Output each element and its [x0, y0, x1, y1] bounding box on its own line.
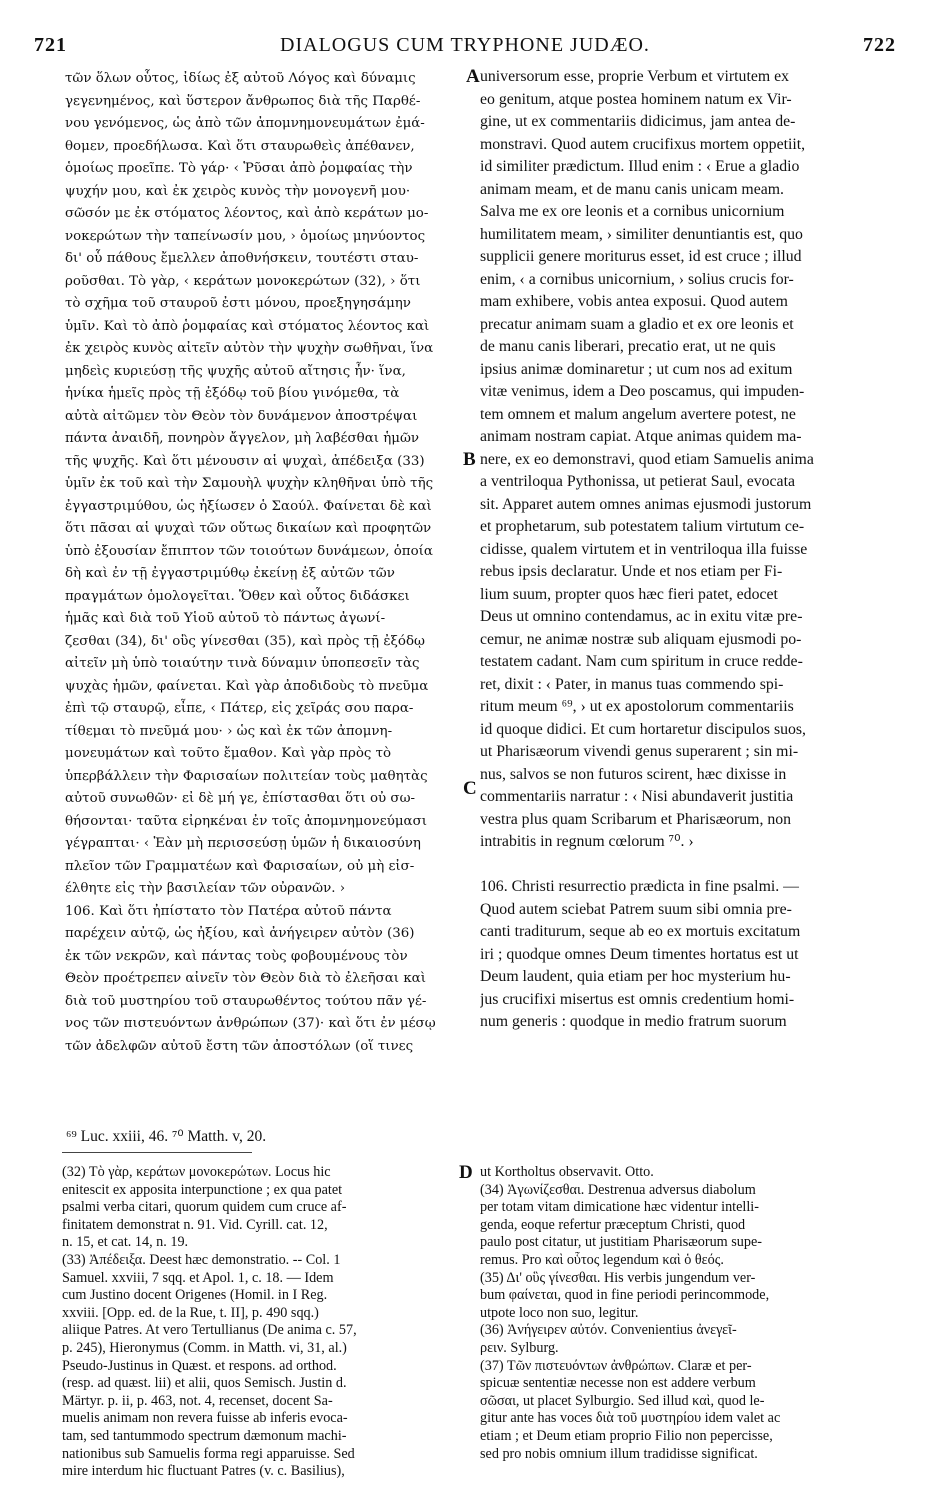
latin-text-line: ipsius animæ dominaretur ; ut cum nos ad exitum: [480, 360, 793, 378]
greek-text-line: διὰ τοῦ μυστηρίου τοῦ σταυρωθέντος τούτου πᾶν γέ-: [65, 993, 427, 1009]
note-line: (37) Τῶν πιστευόντων ἀνθρώπων. Claræ et per-: [480, 1357, 752, 1374]
note-line: Märtyr. p. ii, p. 463, not. 4, recenset, docent Sa-: [62, 1392, 333, 1409]
latin-text-line: Quod autem sciebat Patrem suum sibi omnia pre-: [480, 900, 792, 918]
greek-text-line: θομεν, προεδήλωσα. Καὶ ὅτι σταυρωθεὶς ἀπέθανεν,: [65, 138, 415, 154]
greek-text-line: έλθητε εἰς τὴν βασιλείαν τῶν οὐρανῶν. ›: [65, 881, 346, 896]
note-line: Samuel. xxviii, 7 sqq. et Apol. 1, c. 18. — Idem: [62, 1269, 334, 1286]
note-line: bum φαίνεται, quod in fine periodi perincommode,: [480, 1287, 770, 1304]
greek-text-line: ψυχὰς ἡμῶν, φαίνεται. Καὶ γὰρ ἀποδιδοὺς τὸ πνεῦμα: [65, 678, 429, 694]
margin-marker-b: B: [463, 449, 476, 470]
note-line: ρειν. Sylburg.: [480, 1339, 559, 1356]
greek-text-line: μηδεὶς κυριεύσῃ τῆς ψυχῆς αὐτοῦ αἴτησις ἦν· ἵνα,: [65, 363, 406, 379]
latin-text-line: monstravi. Quod autem crucifixus mortem oppetiit,: [480, 135, 806, 153]
latin-text-line: vitæ venimus, idem a Deo poscamus, qui impuden-: [480, 383, 805, 400]
note-line: xxviii. [Opp. ed. de la Rue, t. II], p. 490 sqq.): [62, 1304, 319, 1321]
greek-text-line: τὸ σχῆμα τοῦ σταυροῦ ἐστι μόνου, προεξηγησάμην: [65, 296, 411, 311]
note-line: remus. Pro καὶ οὗτος legendum καὶ ὁ θεός.: [480, 1251, 724, 1268]
latin-text-line: Deum laudent, quia etiam per hoc mysterium hu-: [480, 968, 791, 985]
latin-text-line: commentariis narratur : ‹ Nisi abundaverit justitia: [480, 788, 794, 805]
greek-text-line: ὑπερβάλλειν τὴν Φαρισαίων πολιτείαν τοὺς μαθητὰς: [65, 768, 428, 784]
greek-text-line: 106. Καὶ ὅτι ἠπίστατο τὸν Πατέρα αὐτοῦ πάντα: [65, 903, 392, 919]
note-line: genda, eoque refertur præceptum Christi, quod: [480, 1216, 746, 1233]
latin-text-line: 106. Christi resurrectio prædicta in fine psalmi. —: [480, 878, 799, 895]
note-line: aliique Patres. At vero Tertullianus (De anima c. 57,: [62, 1322, 357, 1339]
latin-text-line: Salva me ex ore leonis et a cornibus unicornium: [480, 203, 785, 220]
greek-text-line: πάντα ἀναιδῆ, πονηρὸν ἄγγελον, μὴ λαβέσθαι ἡμῶν: [65, 431, 420, 446]
margin-marker-c: C: [463, 778, 477, 799]
latin-text-line: lium suum, propter quos hæc fieri patet, edocet: [480, 585, 778, 603]
greek-text-line: πλεῖον τῶν Γραμματέων καὶ Φαρισαίων, οὐ μὴ εἰσ-: [65, 858, 415, 874]
greek-text-line: ὑπὸ ἐξουσίαν ἔπιπτον τῶν τοιούτων δυνάμεων, ὁποία: [65, 543, 433, 559]
latin-text-line: intrabitis in regnum cœlorum ⁷⁰. ›: [480, 833, 694, 850]
note-line: tam, sed tantummodo spectrum dæmonum machi-: [62, 1427, 347, 1444]
note-line: spicuæ sententiæ necesse non est addere verbum: [480, 1375, 756, 1392]
latin-text-line: a ventriloqua Pythonissa, ut petierat Saul, evocata: [480, 473, 795, 490]
latin-text-line: cemur, ne animæ nostræ sub aliquam ejusmodi po-: [480, 630, 802, 648]
greek-text-line: μονευμάτων καὶ τοῦτο ἔμαθον. Καὶ γὰρ πρὸς τὸ: [65, 746, 392, 761]
greek-text-line: αὐτοῦ συνωθῶν· εἰ δὲ μή γε, ἐπίστασθαι ὅτι οὐ σω-: [65, 791, 416, 806]
note-line: cum Justino docent Origenes (Homil. in I Reg.: [62, 1287, 328, 1304]
greek-text-line: ὁμοίως προεῖπε. Τὸ γάρ· ‹ Ῥῦσαι ἀπὸ ῥομφαίας τὴν: [65, 161, 413, 176]
greek-text-line: ζεσθαι (34), δι' οὓς γίνεσθαι (35), καὶ πρὸς τῇ ἐξόδῳ: [65, 633, 425, 649]
note-line: enitescit ex apposita interpunctione ; ex qua patet: [62, 1181, 343, 1198]
greek-text-line: αὐτὰ αἰτῶμεν τὸν Θεὸν τὸν δυνάμενον ἀποστρέψαι: [65, 408, 418, 424]
greek-text-line: πραγμάτων ὁμολογεῖται. Ὅθεν καὶ οὗτος διδάσκει: [65, 588, 410, 604]
note-line: σῶσαι, ut placet Sylburgio. Sed illud καὶ, quod le-: [480, 1392, 765, 1409]
latin-text-line: animam meam, et de manu canis unicam meam.: [480, 180, 784, 198]
latin-text-line: id similiter prædictum. Illud enim : ‹ Erue a gladio: [480, 158, 800, 175]
latin-text-line: nus, salvos se non futuros scirent, hæc dixisse in: [480, 765, 787, 783]
latin-text-line: nere, ex eo demonstravi, quod etiam Samuelis anima: [480, 450, 814, 468]
latin-text-line: animam nostram capiat. Atque animas quidem ma-: [480, 428, 802, 445]
page-header: [34, 34, 896, 64]
page-number-left: 721: [34, 34, 67, 56]
greek-text-line: ὑμῖν ἐκ τοῦ καὶ τὴν Σαμουὴλ ψυχὴν κληθῆναι ὑπὸ τῆς: [65, 476, 434, 491]
greek-text-line: τῆς ψυχῆς. Καὶ ὅτι μένουσιν αἱ ψυχαὶ, ἀπέδειξα (33): [65, 453, 425, 469]
greek-text-line: ψυχήν μου, καὶ ἐκ χειρὸς κυνὸς τὴν μονογενῆ μου·: [65, 183, 411, 199]
margin-marker-d: D: [459, 1162, 473, 1183]
greek-text-line: δι' οὗ πάθους ἔμελλεν ἀποθνήσκειν, τουτέστι σταυ-: [65, 251, 419, 266]
latin-text-line: iri ; quodque omnes Deum timentes hortatus est ut: [480, 945, 799, 963]
note-line: sed pro nobis omnium illum tradidisse significat.: [480, 1445, 758, 1462]
latin-text-line: cidisse, qualem virtutem et in ventriloqua illa fuisse: [480, 540, 808, 558]
latin-text-column: [480, 66, 892, 1034]
greek-text-line: θήσονται· ταῦτα εἰρηκέναι ἐν τοῖς ἀπομνημονεύμασι: [65, 813, 427, 829]
scripture-footnotes: ⁶⁹ Luc. xxiii, 46. ⁷⁰ Matth. v, 20.: [66, 1128, 267, 1145]
greek-text-line: ροῦσθαι. Τὸ γὰρ, ‹ κεράτων μονοκερώτων (32), › ὅτι: [65, 273, 421, 289]
note-line: finitatem demonstrat n. 91. Vid. Cyrill. cat. 12,: [62, 1216, 328, 1233]
greek-text-line: δὴ καὶ ἐν τῇ ἐγγαστριμύθῳ ἐκείνῃ ἐξ αὐτῶν τῶν: [65, 566, 395, 581]
note-line: paulo post citatur, ut justitiam Pharisæorum supe-: [480, 1234, 762, 1251]
greek-text-line: ἐπὶ τῷ σταυρῷ, εἶπε, ‹ Πάτερ, εἰς χεῖράς σου παρα-: [65, 701, 414, 716]
margin-marker-a: A: [466, 66, 480, 87]
greek-text-line: ἐκ τῶν νεκρῶν, καὶ πάντας τοὺς φοβουμένους τὸν: [65, 948, 408, 964]
latin-text-line: ret, dixit : ‹ Pater, in manus tuas commendo spi-: [480, 675, 784, 693]
latin-text-line: vestra plus quam Scribarum et Pharisæorum, non: [480, 810, 792, 828]
greek-text-line: Θεὸν προέτρεπεν αἰνεῖν τὸν Θεὸν διὰ τὸ ἐλεῆσαι καὶ: [65, 971, 426, 986]
note-line: (36) Ἀνήγειρεν αὐτόν. Convenientius ἀνεγεῖ-: [480, 1322, 737, 1339]
greek-text-column: [65, 68, 461, 1058]
greek-text-line: τίθεμαι τὸ πνεῦμά μου· › ὡς καὶ ἐκ τῶν ἀπομνη-: [65, 723, 393, 739]
note-line: n. 15, et cat. 14, n. 19.: [62, 1234, 189, 1251]
latin-text-line: num generis : quodque in medio fratrum suorum: [480, 1013, 787, 1030]
latin-text-line: canti traditurum, seque ab eo ex mortuis excitatum: [480, 923, 801, 940]
note-line: nationibus sub Samuelis forma regi apparuisse. Sed: [62, 1445, 355, 1462]
note-line: mire interdum hic fluctuant Patres (v. c. Basilius),: [62, 1463, 345, 1480]
note-line: per totam vitam dimicatione hæc videntur intelli-: [480, 1199, 759, 1216]
note-line: utpote loco non suo, legitur.: [480, 1304, 639, 1321]
latin-text-line: de manu canis liberari, precatio erat, ut ne quis: [480, 338, 776, 355]
latin-text-line: precatur animam suam a gladio et ex ore leonis et: [480, 315, 794, 333]
greek-text-line: τῶν ὅλων οὗτος, ἰδίως ἐξ αὐτοῦ Λόγος καὶ δύναμις: [65, 71, 416, 86]
greek-text-line: γεγενημένος, καὶ ὕστερον ἄνθρωπος διὰ τῆς Παρθέ-: [65, 93, 421, 109]
greek-text-line: ὅτι πᾶσαι αἱ ψυχαὶ τῶν οὕτως δικαίων καὶ προφητῶν: [65, 521, 432, 536]
note-line: Pseudo-Justinus in Quæst. et respons. ad orthod.: [62, 1357, 337, 1374]
latin-text-line: supplicii genere moriturus esset, id est cruce ; illud: [480, 248, 802, 265]
note-line: (resp. ad quæst. lii) et alii, quos Semisch. Justin d.: [62, 1375, 347, 1392]
greek-text-line: ἡμᾶς καὶ διὰ τοῦ Υἱοῦ αὐτοῦ τὸ πάντως ἀγωνί-: [65, 611, 386, 626]
note-line: gitur ante has voces διὰ τοῦ μυστηρίου idem valet ac: [480, 1410, 781, 1427]
latin-text-line: eo genitum, atque postea hominem natum ex Vir-: [480, 90, 792, 108]
latin-text-line: jus crucifixi misertus est omnis credentium homi-: [480, 990, 795, 1008]
running-title: DIALOGUS CUM TRYPHONE JUDÆO.: [280, 34, 650, 56]
greek-text-line: παρέχειν αὐτῷ, ὡς ἠξίου, καὶ ἀνήγειρεν αὐτὸν (36): [65, 926, 415, 941]
note-line: etiam ; et Deum etiam proprio Filio non pepercisse,: [480, 1427, 773, 1444]
greek-text-line: ὑμῖν. Καὶ τὸ ἀπὸ ῥομφαίας καὶ στόματος λέοντος καὶ: [65, 318, 430, 334]
greek-text-line: τῶν ἀδελφῶν αὐτοῦ ἔστη τῶν ἀποστόλων (οἵ τινες: [65, 1038, 414, 1054]
latin-text-line: testatem cadant. Nam cum spiritum in cruce redde-: [480, 653, 803, 670]
greek-text-line: αἰτεῖν μὴ ὑπὸ τοιαύτην τινὰ δύναμιν ὑποπεσεῖν τὰς: [65, 656, 420, 671]
latin-text-line: ritum meum ⁶⁹, › ut ex apostolorum commentariis: [480, 698, 794, 715]
note-line: muelis animam non revera fuisse ab inferis evoca-: [62, 1410, 348, 1427]
latin-text-line: universorum esse, proprie Verbum et virtutem ex: [480, 68, 789, 85]
page-number-right: 722: [863, 34, 896, 56]
latin-text-line: mam exhibere, vobis antea exposui. Quod autem: [480, 293, 788, 310]
greek-text-line: ἐγγαστριμύθου, ὡς ἠξίωσεν ὁ Σαούλ. Φαίνεται δὲ καὶ: [65, 498, 432, 514]
latin-text-line: gine, ut ex commentariis didicimus, jam antea de-: [480, 113, 796, 130]
note-line: (35) Δι' οὓς γίνεσθαι. His verbis jungendum ver-: [480, 1269, 756, 1286]
latin-text-line: humilitatem meam, › similiter denuntiantis est, quo: [480, 225, 803, 243]
latin-text-line: enim, ‹ a cornibus unicornium, › solius crucis for-: [480, 270, 794, 288]
greek-text-line: ἡνίκα ἡμεῖς πρὸς τῇ ἐξόδῳ τοῦ βίου γινόμεθα, τὰ: [65, 386, 400, 401]
notes-left-column: [62, 1164, 457, 1481]
latin-text-line: id quoque didici. Et cum hortaretur discipulos suos,: [480, 720, 806, 738]
notes-right-column: [480, 1164, 892, 1463]
note-line: p. 245), Hieronymus (Comm. in Matth. vi, 31, al.): [62, 1339, 347, 1356]
latin-text-line: et prophetarum, sub potestatem talium virtutum ce-: [480, 518, 805, 535]
greek-text-line: σῶσόν με ἐκ στόματος λέοντος, καὶ ἀπὸ κεράτων μο-: [65, 206, 429, 221]
note-line: (33) Ἀπέδειξα. Deest hæc demonstratio. -- Col. 1: [62, 1251, 341, 1268]
greek-text-line: νου γενόμενος, ὡς ἀπὸ τῶν ἀπομνημονευμάτων ἐμά-: [65, 116, 425, 131]
greek-text-line: ἐκ χειρὸς κυνὸς αἰτεῖν αὐτὸν τὴν ψυχὴν σωθῆναι, ἵνα: [65, 341, 434, 356]
latin-text-line: rebus ipsis declaratur. Unde et nos etiam per Fi-: [480, 563, 783, 580]
note-line: (32) Τὸ γὰρ, κεράτων μονοκερώτων. Locus hic: [62, 1164, 331, 1180]
footnote-divider: [62, 1152, 252, 1153]
latin-text-line: Deus ut omnino contendamus, ac in exitu vitæ pre-: [480, 608, 803, 625]
latin-text-line: tem omnem et malum angelum avertere potest, ne: [480, 405, 796, 423]
greek-text-line: γέγραπται· ‹ Ἐὰν μὴ περισσεύσῃ ὑμῶν ἡ δικαιοσύνη: [65, 836, 421, 851]
note-line: ut Kortholtus observavit. Otto.: [480, 1164, 654, 1180]
greek-text-line: νοκερώτων τὴν ταπείνωσίν μου, › ὁμοίως μηνύοντος: [65, 228, 426, 244]
greek-text-line: νος τῶν πιστευόντων ἀνθρώπων (37)· καὶ ὅτι ἐν μέσῳ: [65, 1016, 436, 1031]
note-line: (34) Ἀγωνίζεσθαι. Destrenua adversus diabolum: [480, 1181, 756, 1198]
latin-text-line: ut Pharisæorum vivendi genus superarent ; sin mi-: [480, 743, 799, 760]
latin-text-line: [480, 854, 892, 877]
latin-text-line: sit. Apparet autem omnes animas ejusmodi justorum: [480, 495, 812, 513]
note-line: psalmi verba citari, quorum quidem cum cruce af-: [62, 1199, 347, 1216]
